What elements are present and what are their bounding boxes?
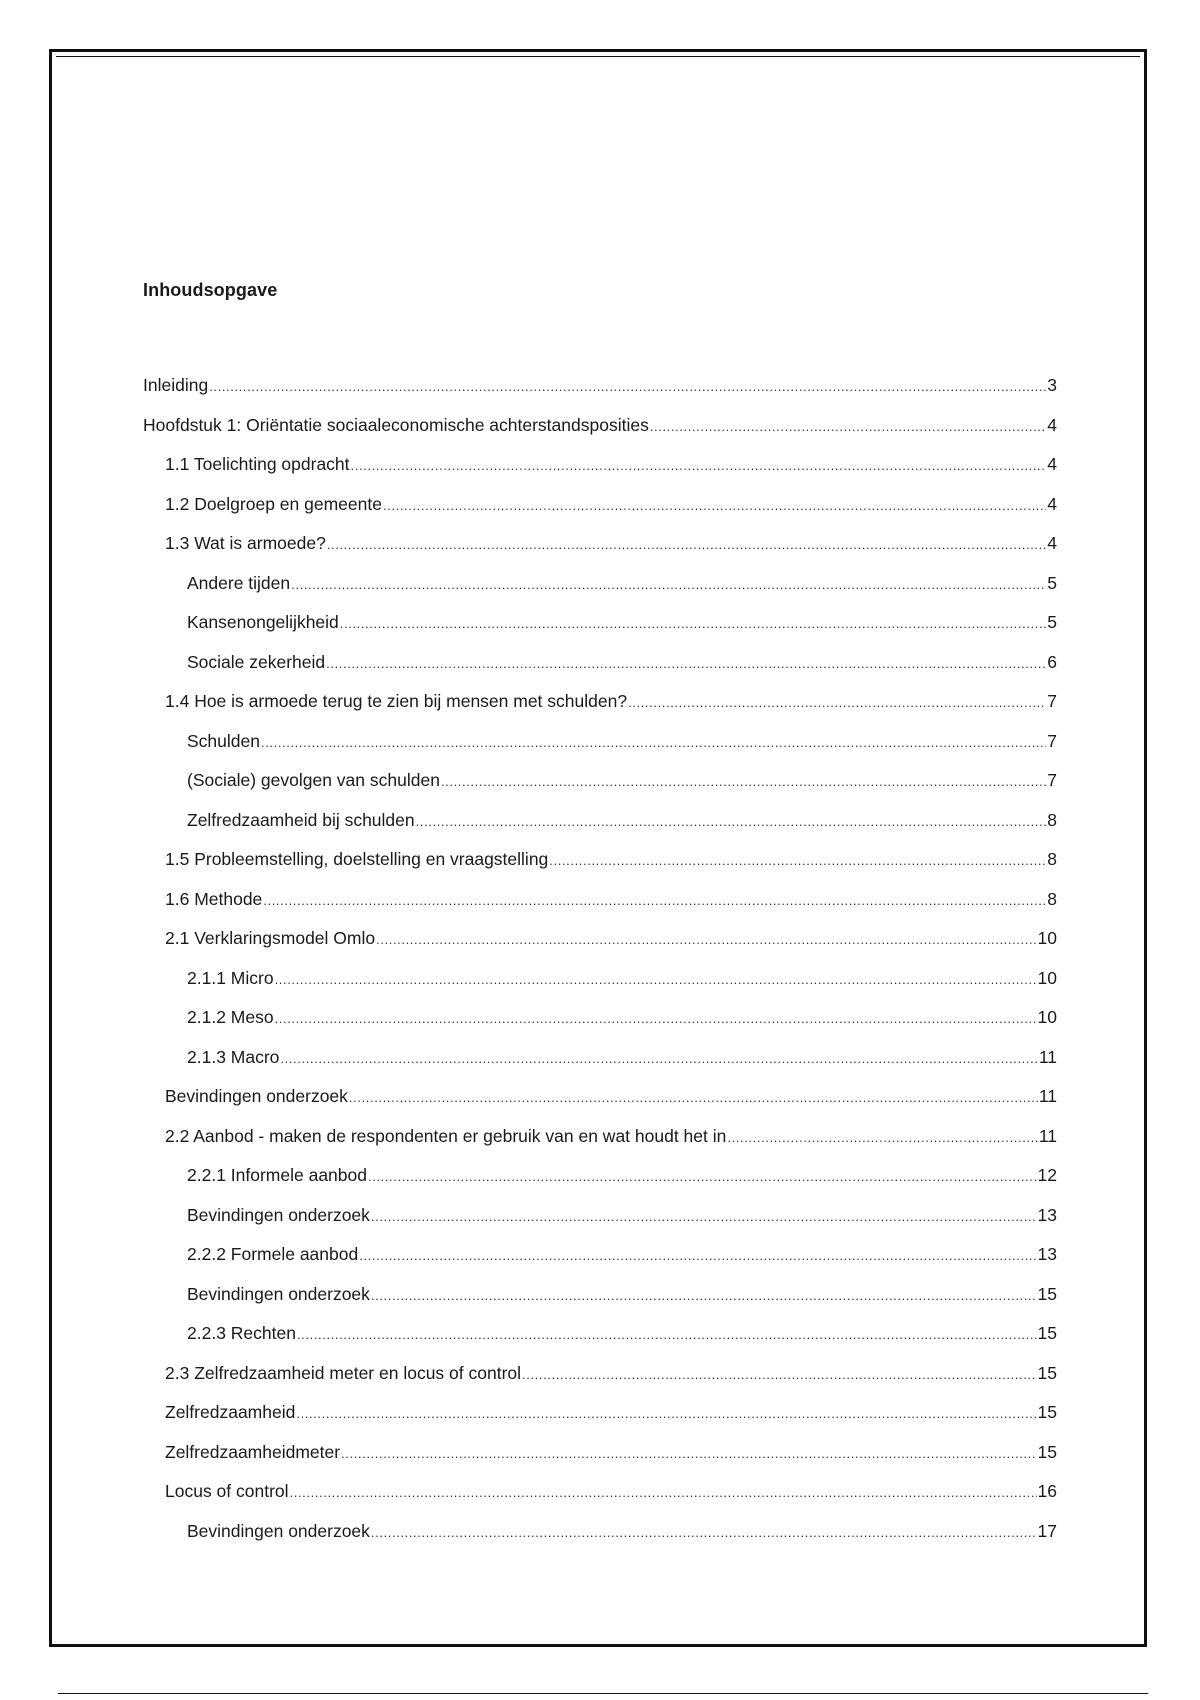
toc-entry-label[interactable]: Inleiding — [143, 375, 209, 395]
toc-entry-label[interactable]: Locus of control — [165, 1481, 289, 1501]
toc-dot-leader — [275, 1004, 1037, 1034]
toc-entry[interactable] — [143, 1081, 1057, 1121]
table-of-contents — [143, 370, 1057, 1555]
toc-entry[interactable] — [143, 489, 1057, 529]
toc-entry-page-number[interactable]: 7 — [1047, 770, 1057, 790]
toc-dot-leader — [371, 1281, 1037, 1311]
toc-dot-leader — [297, 1320, 1037, 1350]
toc-entry[interactable] — [143, 1279, 1057, 1319]
toc-entry-page-number[interactable]: 11 — [1038, 1046, 1057, 1067]
toc-dot-leader — [275, 965, 1037, 995]
toc-entry-page-number[interactable]: 5 — [1047, 572, 1057, 593]
toc-entry[interactable] — [143, 607, 1057, 647]
toc-entry-label[interactable]: Sociale zekerheid — [187, 651, 326, 672]
toc-entry-page-number[interactable]: 15 — [1037, 1441, 1057, 1462]
toc-entry-page-number[interactable]: 15 — [1037, 1283, 1057, 1304]
toc-entry[interactable] — [143, 1002, 1057, 1042]
toc-dot-leader — [280, 1044, 1037, 1074]
toc-entry[interactable] — [143, 410, 1057, 450]
toc-entry[interactable] — [143, 1200, 1057, 1240]
toc-entry-page-number[interactable]: 4 — [1047, 454, 1057, 474]
toc-entry-page-number[interactable]: 16 — [1037, 1481, 1057, 1501]
toc-entry-label[interactable]: Hoofdstuk 1: Oriëntatie sociaaleconomische achterstandsposities — [143, 414, 649, 435]
toc-entry[interactable] — [143, 1160, 1057, 1200]
toc-entry-label[interactable]: 1.1 Toelichting opdracht — [165, 454, 350, 474]
toc-entry[interactable] — [143, 1239, 1057, 1279]
toc-entry-label[interactable]: Bevindingen onderzoek — [187, 1204, 370, 1225]
toc-dot-leader — [327, 530, 1046, 560]
toc-dot-leader — [368, 1162, 1037, 1192]
toc-entry-label[interactable]: 2.1.1 Micro — [187, 967, 274, 988]
toc-entry-page-number[interactable]: 4 — [1047, 414, 1057, 435]
toc-dot-leader — [349, 1083, 1038, 1113]
toc-entry-page-number[interactable]: 15 — [1037, 1402, 1057, 1422]
toc-entry-label[interactable]: 1.4 Hoe is armoede terug te zien bij mensen met schulden? — [165, 691, 628, 711]
toc-dot-leader — [359, 1241, 1036, 1271]
toc-dot-leader — [340, 609, 1046, 639]
toc-entry-page-number[interactable]: 5 — [1047, 612, 1057, 632]
toc-entry-page-number[interactable]: 13 — [1037, 1204, 1057, 1225]
toc-entry[interactable] — [143, 805, 1057, 845]
toc-entry-label[interactable]: Schulden — [187, 730, 260, 751]
toc-entry[interactable] — [143, 686, 1057, 726]
toc-entry-page-number[interactable]: 7 — [1047, 691, 1057, 711]
toc-entry-page-number[interactable]: 10 — [1037, 967, 1057, 988]
toc-entry[interactable] — [143, 923, 1057, 963]
toc-entry-page-number[interactable]: 10 — [1037, 1007, 1057, 1027]
toc-entry-label[interactable]: 2.2.1 Informele aanbod — [187, 1165, 367, 1185]
toc-entry-label[interactable]: 2.2.2 Formele aanbod — [187, 1244, 359, 1264]
toc-entry-label[interactable]: 1.2 Doelgroep en gemeente — [165, 493, 382, 514]
toc-entry[interactable] — [143, 647, 1057, 687]
toc-entry-page-number[interactable]: 15 — [1037, 1323, 1057, 1343]
toc-entry-label[interactable]: (Sociale) gevolgen van schulden — [187, 770, 440, 790]
toc-entry-label[interactable]: Zelfredzaamheid bij schulden — [187, 809, 415, 830]
toc-entry-page-number[interactable]: 17 — [1037, 1520, 1057, 1541]
toc-dot-leader — [263, 886, 1046, 916]
toc-entry-page-number[interactable]: 7 — [1047, 730, 1057, 751]
toc-entry[interactable] — [143, 726, 1057, 766]
toc-dot-leader — [376, 925, 1036, 955]
toc-dot-leader — [727, 1123, 1037, 1153]
toc-entry[interactable] — [143, 963, 1057, 1003]
toc-dot-leader — [371, 1518, 1037, 1548]
toc-entry[interactable] — [143, 1358, 1057, 1398]
toc-dot-leader — [371, 1202, 1037, 1232]
toc-dot-leader — [291, 570, 1046, 600]
toc-entry-page-number[interactable]: 15 — [1037, 1362, 1057, 1383]
toc-entry-label[interactable]: 2.1 Verklaringsmodel Omlo — [165, 928, 376, 948]
toc-dot-leader — [261, 728, 1046, 758]
toc-dot-leader — [351, 451, 1047, 481]
toc-entry[interactable] — [143, 370, 1057, 410]
toc-entry[interactable] — [143, 1476, 1057, 1516]
toc-dot-leader — [326, 649, 1046, 679]
toc-dot-leader — [416, 807, 1047, 837]
toc-entry-page-number[interactable]: 8 — [1047, 809, 1057, 830]
toc-entry[interactable] — [143, 1516, 1057, 1556]
toc-dot-leader — [383, 491, 1046, 521]
toc-entry-label[interactable]: Bevindingen onderzoek — [187, 1520, 370, 1541]
toc-entry-page-number[interactable]: 4 — [1047, 493, 1057, 514]
toc-entry[interactable] — [143, 1397, 1057, 1437]
toc-entry[interactable] — [143, 1437, 1057, 1477]
toc-entry-page-number[interactable]: 3 — [1047, 375, 1057, 395]
toc-entry[interactable] — [143, 528, 1057, 568]
toc-entry-page-number[interactable]: 13 — [1037, 1244, 1057, 1264]
toc-entry[interactable] — [143, 844, 1057, 884]
toc-entry[interactable] — [143, 449, 1057, 489]
toc-entry-page-number[interactable]: 11 — [1038, 1125, 1057, 1146]
toc-entry-label[interactable]: 2.2 Aanbod - maken de respondenten er gebruik van en wat houdt het in — [165, 1125, 727, 1146]
toc-dot-leader — [650, 412, 1046, 442]
toc-entry[interactable] — [143, 1042, 1057, 1082]
toc-entry-label[interactable]: 1.5 Probleemstelling, doelstelling en vraagstelling — [165, 849, 549, 869]
toc-entry-label[interactable]: Bevindingen onderzoek — [187, 1283, 370, 1304]
toc-entry-label[interactable]: 2.2.3 Rechten — [187, 1323, 296, 1343]
toc-dot-leader — [209, 372, 1046, 402]
toc-entry[interactable] — [143, 1318, 1057, 1358]
toc-entry-label[interactable]: 1.6 Methode — [165, 888, 263, 909]
toc-entry-page-number[interactable]: 8 — [1047, 849, 1057, 869]
toc-entry-page-number[interactable]: 6 — [1047, 651, 1057, 672]
toc-dot-leader — [296, 1399, 1036, 1429]
toc-dot-leader — [441, 767, 1046, 797]
toc-dot-leader — [522, 1360, 1037, 1390]
toc-entry-label[interactable]: Kansenongelijkheid — [187, 612, 339, 632]
toc-dot-leader — [341, 1439, 1036, 1469]
toc-title: Inhoudsopgave — [143, 280, 278, 300]
toc-entry[interactable] — [143, 1121, 1057, 1161]
toc-dot-leader — [549, 846, 1046, 876]
toc-entry-label[interactable]: 2.1.3 Macro — [187, 1046, 280, 1067]
toc-entry-label[interactable]: 2.1.2 Meso — [187, 1007, 274, 1027]
toc-entry-page-number[interactable]: 12 — [1037, 1165, 1057, 1185]
toc-dot-leader — [290, 1478, 1037, 1508]
toc-dot-leader — [628, 688, 1046, 718]
toc-entry[interactable] — [143, 884, 1057, 924]
footer-rule — [58, 1693, 1148, 1694]
toc-entry-label[interactable]: 2.3 Zelfredzaamheid meter en locus of control — [165, 1362, 522, 1383]
toc-entry-label[interactable]: Andere tijden — [187, 572, 291, 593]
toc-entry-label[interactable]: 1.3 Wat is armoede? — [165, 533, 326, 553]
toc-entry-page-number[interactable]: 8 — [1047, 888, 1057, 909]
toc-entry-page-number[interactable]: 11 — [1038, 1086, 1057, 1106]
toc-entry-page-number[interactable]: 10 — [1037, 928, 1057, 948]
toc-entry-page-number[interactable]: 4 — [1047, 533, 1057, 553]
toc-entry-label[interactable]: Zelfredzaamheid — [165, 1402, 296, 1422]
toc-entry-label[interactable]: Bevindingen onderzoek — [165, 1086, 348, 1106]
toc-entry-label[interactable]: Zelfredzaamheidmeter — [165, 1441, 341, 1462]
toc-entry[interactable] — [143, 568, 1057, 608]
toc-entry[interactable] — [143, 765, 1057, 805]
